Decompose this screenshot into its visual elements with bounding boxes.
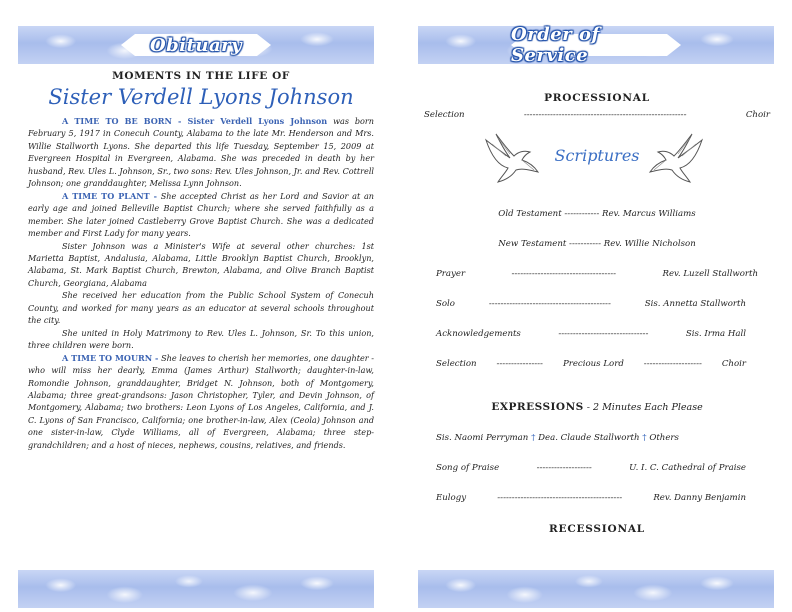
expressions-names-row: [424, 433, 770, 443]
row-dashes: --------------------: [643, 359, 702, 369]
row-right: Rev. Luzell Stallworth: [662, 269, 758, 279]
row-dashes: ------------------------------------------: [488, 299, 611, 309]
dove-icon: [644, 130, 706, 186]
old-testament-row: Old Testament ------------ Rev. Marcus Williams: [498, 209, 696, 219]
eulogy-row: [424, 493, 770, 503]
row-right: U. I. C. Cathedral of Praise: [629, 463, 746, 473]
top-left-floral-band: [18, 26, 374, 64]
bottom-left-floral-band: [18, 570, 374, 608]
obituary-banner-title: Obituary: [149, 34, 243, 56]
row-right: Choir: [721, 359, 746, 369]
row-left: Eulogy: [436, 493, 467, 503]
processional-heading: PROCESSIONAL: [544, 92, 650, 104]
obituary-paragraph-born: [28, 115, 374, 190]
obituary-paragraph-education: [28, 289, 374, 326]
obituary-paragraph-matrimony: [28, 327, 374, 352]
paragraph-lead: A TIME TO BE BORN - Sister Verdell Lyons Johnson: [62, 116, 328, 126]
selection-choir-row: [424, 110, 770, 120]
row-dashes: -------------------------------------------: [497, 493, 623, 503]
row-middle: Precious Lord: [562, 359, 624, 369]
row-right: Sis. Irma Hall: [685, 329, 746, 339]
expressions-heading: [424, 401, 770, 413]
row-left: Acknowledgements: [436, 329, 521, 339]
expression-name: Dea. Claude Stallworth: [538, 433, 640, 443]
obituary-paragraph-mourn: [28, 352, 374, 452]
row-right: Choir: [745, 110, 770, 120]
order-of-service-banner-title: Order of Service: [511, 24, 600, 66]
obituary-panel: [28, 70, 374, 451]
row-left: Song of Praise: [436, 463, 500, 473]
row-right: Rev. Danny Benjamin: [653, 493, 746, 503]
selection-precious-lord-row: [424, 359, 770, 369]
paragraph-lead: A TIME TO PLANT -: [62, 190, 158, 201]
dagger-separator: †: [531, 433, 536, 443]
moments-title: MOMENTS IN THE LIFE OF: [112, 70, 290, 82]
expressions-title: EXPRESSIONS: [491, 401, 584, 413]
paragraph-text: was born February 5, 1917 in Conecuh County, Alabama to the late Mr. Henderson and Mrs. Willie Stallworth Lyons. She departed this life Tuesday, September 15, 2009 at Evergreen Hospital in Evergreen, Alabama. She was preceded in death by her husband, Rev. Ules L. Johnson, Sr., two sons: Rev. Ules Johnson, Jr. and Rev. Cottrell Johnson; one granddaughter, Melissa Lynn Johnson.: [28, 116, 374, 189]
expression-name: Others: [649, 433, 679, 443]
row-left: Prayer: [436, 269, 466, 279]
scriptures-title: Scriptures: [554, 146, 640, 165]
acknowledgements-row: [424, 329, 770, 339]
obituary-banner: [121, 26, 271, 64]
order-of-service-panel: [424, 92, 770, 535]
song-of-praise-row: [424, 463, 770, 473]
row-dashes: ------------------------------------: [511, 269, 617, 279]
scriptures-block: [424, 124, 770, 192]
paragraph-text: She united in Holy Matrimony to Rev. Ules L. Johnson, Sr. To this union, three children were born.: [28, 327, 374, 351]
row-dashes: -------------------: [536, 463, 592, 473]
new-testament-row: New Testament ----------- Rev. Willie Nicholson: [498, 239, 696, 249]
row-right: Sis. Annetta Stallworth: [644, 299, 746, 309]
obituary-paragraph-ministry: [28, 240, 374, 290]
row-dashes: ----------------: [496, 359, 543, 369]
dagger-separator: †: [642, 433, 647, 443]
prayer-row: [424, 269, 770, 279]
expression-name: Sis. Naomi Perryman: [436, 433, 529, 443]
paragraph-text: Sister Johnson was a Minister's Wife at several other churches: 1st Marietta Baptist, Andalusia, Alabama, Little Brooklyn Baptist Church, Brooklyn, Alabama, St. Mark Baptist Church, Brewton, Alabama, and Olive Branch Baptist Church, Georgiana, Alabama: [28, 240, 374, 288]
row-left: Solo: [436, 299, 455, 309]
row-dashes: -------------------------------: [558, 329, 649, 339]
row-left: Selection: [424, 110, 465, 120]
paragraph-lead: A TIME TO MOURN -: [62, 352, 159, 363]
row-left: Selection: [436, 359, 477, 369]
bottom-right-floral-band: [418, 570, 774, 608]
obituary-paragraph-plant: [28, 190, 374, 240]
solo-row: [424, 299, 770, 309]
row-dashes: --------------------------------------------------------: [523, 110, 687, 120]
paragraph-text: She accepted Christ as her Lord and Savior at an early age and joined Belleville Baptist Church; where she served faithfully as a member. She later joined Castleberry Grove Baptist Church. She was a dedicated member and First Lady for many years.: [28, 190, 374, 239]
order-of-service-banner: [511, 26, 681, 64]
paragraph-text: She leaves to cherish her memories, one daughter - who will miss her dearly, Emma (James Arthur) Stallworth; daughter-in-law, Romondie Johnson, granddaughter, Bridget N. Johnson, both of Montgomery, Alabama; three great-grandsons: Jason Christopher, Tyler, and Devin Johnson, of Montgomery, Alabama; two brothers: Leon Lyons of Los Angeles, California, and J. C. Lyons of San Francisco, California; one brother-in-law, Alex (Ceola) Johnson and one sister-in-law, Clyde Williams, all of Evergreen, Alabama; three step-grandchildren; and a host of nieces, nephews, cousins, relatives, and friends.: [28, 352, 374, 450]
top-right-floral-band: [418, 26, 774, 64]
expressions-note: - 2 Minutes Each Please: [583, 402, 703, 413]
deceased-name: Sister Verdell Lyons Johnson: [48, 85, 354, 109]
paragraph-text: She received her education from the Public School System of Conecuh County, and worked for many years as an educator at several schools throughout the city.: [28, 290, 374, 326]
recessional-heading: RECESSIONAL: [548, 523, 645, 535]
